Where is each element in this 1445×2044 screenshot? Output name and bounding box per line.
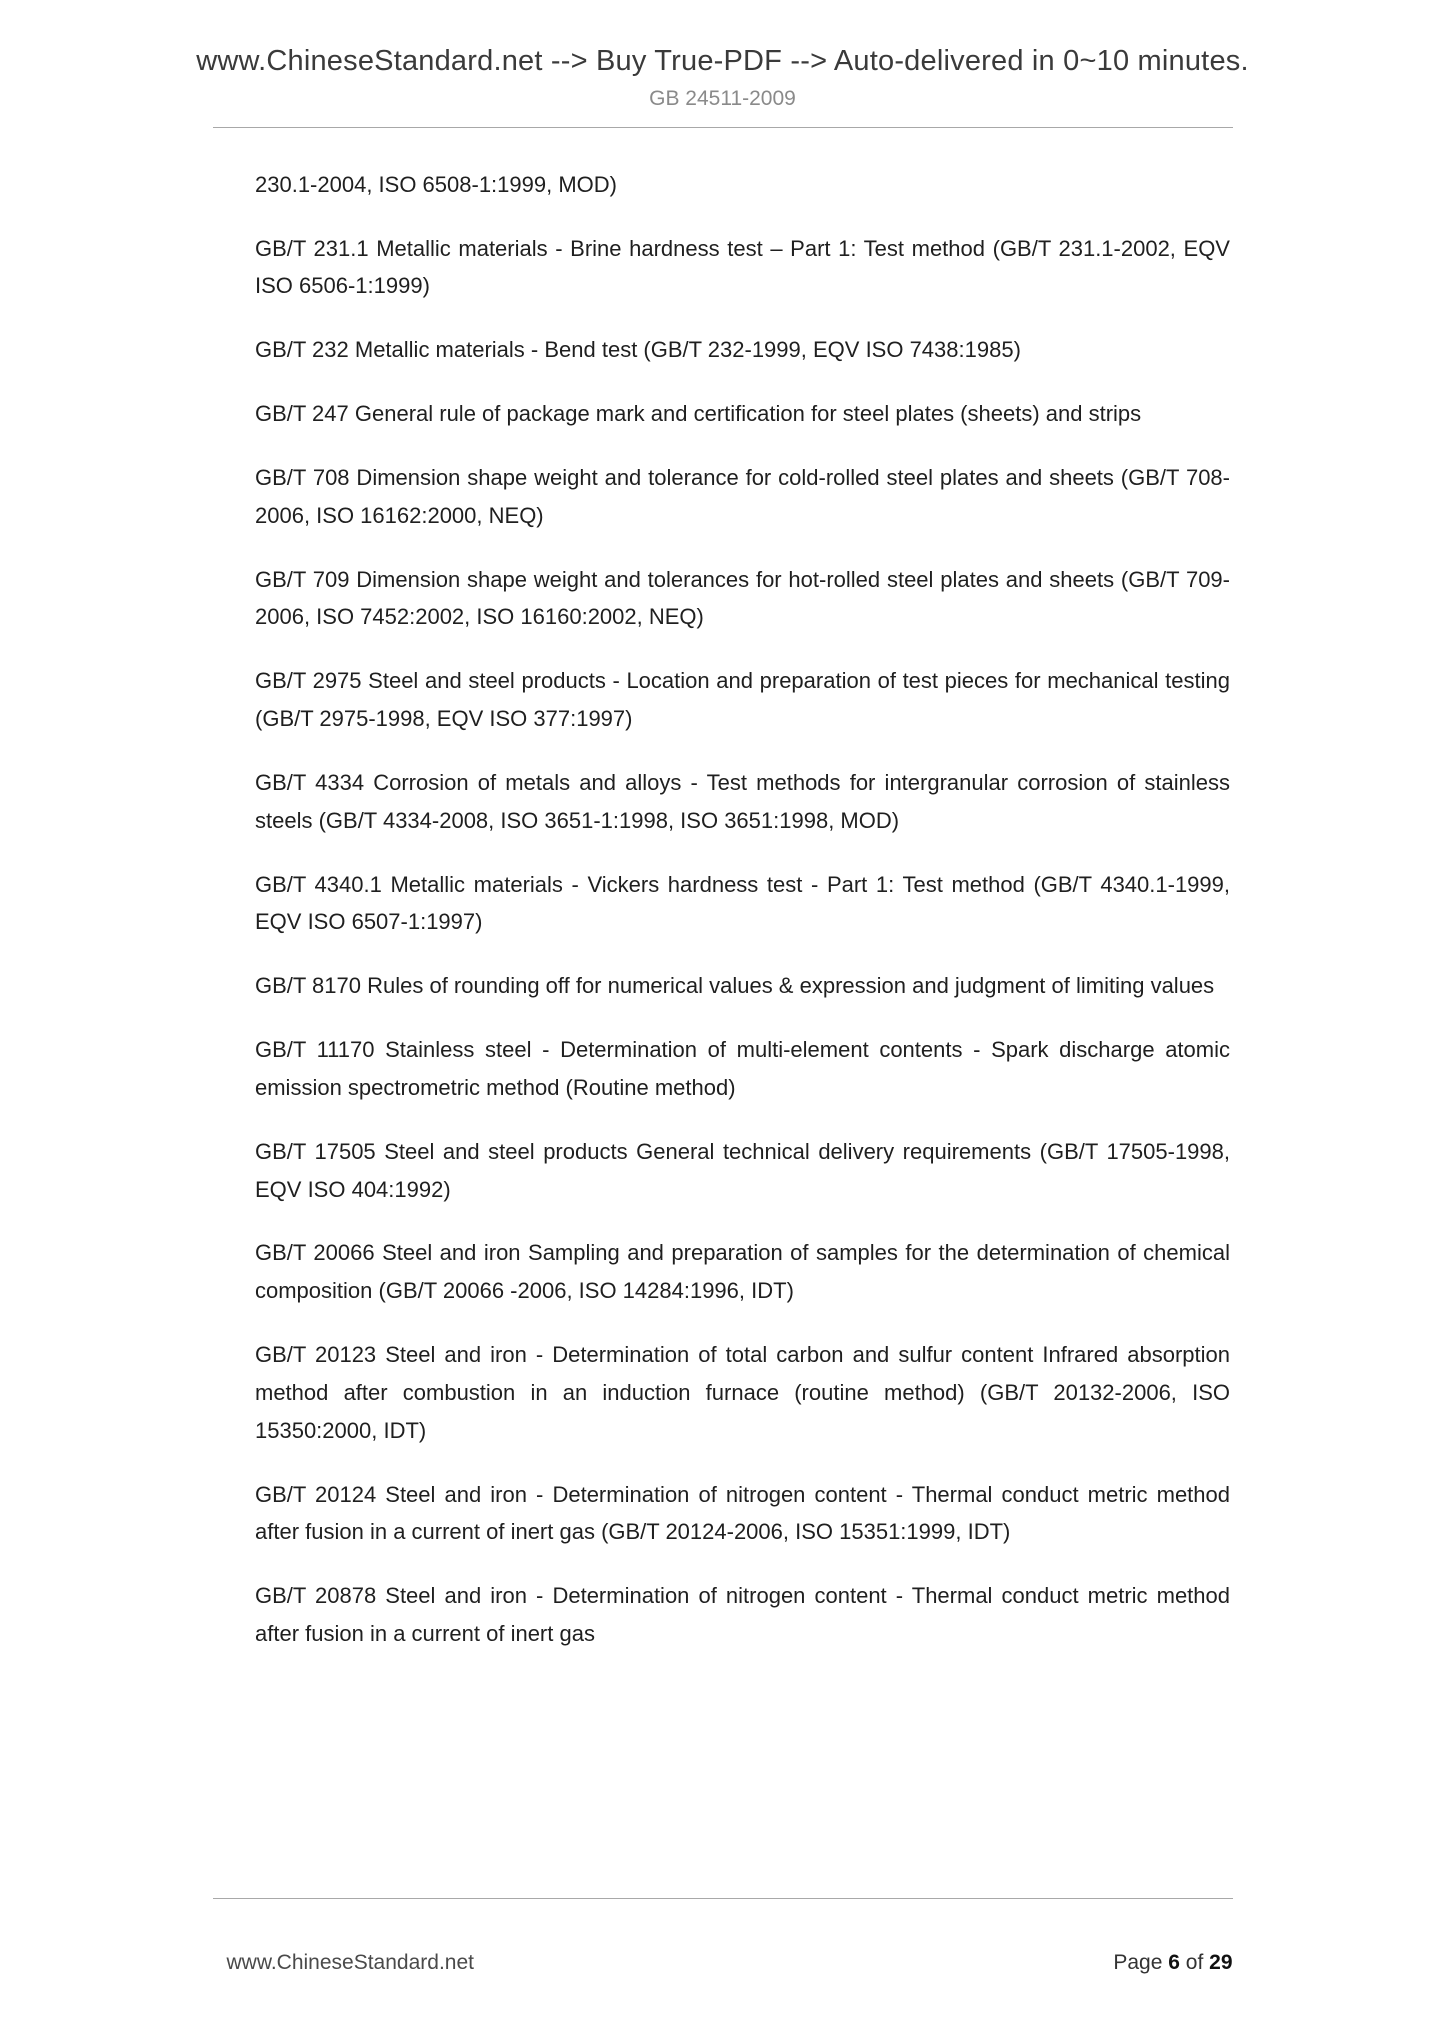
reference-paragraph: GB/T 231.1 Metallic materials - Brine hardness test – Part 1: Test method (GB/T 231.1-2002, EQV ISO 6506-1:1999) — [255, 235, 1230, 299]
reference-paragraph: GB/T 2975 Steel and steel products - Location and preparation of test pieces for mechanical testing (GB/T 2975-1998, EQV ISO 377:1997) — [255, 668, 1230, 732]
reference-paragraph: GB/T 4334 Corrosion of metals and alloys - Test methods for intergranular corrosion of stainless steels (GB/T 4334-2008, ISO 3651-1:1998, ISO 3651:1998, MOD) — [255, 769, 1230, 833]
page-label-separator: of — [1179, 1951, 1210, 1974]
reference-paragraph: GB/T 20124 Steel and iron - Determination of nitrogen content - Thermal conduct metric method after fusion in a current of inert gas (GB/T 20124-2006, ISO 15351:1999, IDT) — [255, 1481, 1230, 1545]
reference-paragraph: GB/T 232 Metallic materials - Bend test (GB/T 232-1999, EQV ISO 7438:1985) — [255, 337, 1021, 363]
reference-paragraph: GB/T 708 Dimension shape weight and tolerance for cold-rolled steel plates and sheets (GB/T 708-2006, ISO 16162:2000, NEQ) — [255, 464, 1230, 528]
reference-paragraph: 230.1-2004, ISO 6508-1:1999, MOD) — [255, 171, 617, 197]
footer-row — [213, 1951, 1233, 1975]
reference-paragraph: GB/T 20066 Steel and iron Sampling and preparation of samples for the determination of chemical composition (GB/T 20066 -2006, ISO 14284:1996, IDT) — [255, 1240, 1230, 1304]
header-divider — [213, 127, 1233, 128]
page-indicator — [1113, 1951, 1232, 1975]
header-site-link[interactable]: www.ChineseStandard.net --> Buy True-PDF --> Auto-delivered in 0~10 minutes. — [196, 45, 1249, 77]
reference-paragraph: GB/T 8170 Rules of rounding off for numerical values & expression and judgment of limiting values — [255, 973, 1215, 999]
reference-paragraph: GB/T 20123 Steel and iron - Determination of total carbon and sulfur content Infrared absorption method after combustion in an induction furnace (routine method) (GB/T 20132-2006, ISO 15350:2000, IDT) — [255, 1342, 1230, 1443]
page-footer — [0, 1898, 1445, 1975]
reference-paragraph: GB/T 4340.1 Metallic materials - Vickers hardness test - Part 1: Test method (GB/T 4340.1-1999, EQV ISO 6507-1:1997) — [255, 871, 1230, 935]
page-number: 6 — [1168, 1951, 1180, 1974]
reference-paragraph: GB/T 20878 Steel and iron - Determination of nitrogen content - Thermal conduct metric method after fusion in a current of inert gas — [255, 1583, 1230, 1646]
doc-number: GB 24511-2009 — [649, 86, 796, 110]
page-total: 29 — [1209, 1951, 1233, 1974]
reference-paragraph: GB/T 17505 Steel and steel products General technical delivery requirements (GB/T 17505-1998, EQV ISO 404:1992) — [255, 1138, 1230, 1202]
reference-paragraph: GB/T 709 Dimension shape weight and tolerances for hot-rolled steel plates and sheets (GB/T 709-2006, ISO 7452:2002, ISO 16160:2002, NEQ) — [255, 566, 1230, 630]
page-label-prefix: Page — [1113, 1951, 1169, 1974]
references-list — [255, 166, 1230, 1653]
footer-divider — [213, 1898, 1233, 1899]
page-header — [0, 0, 1445, 111]
reference-paragraph: GB/T 247 General rule of package mark and certification for steel plates (sheets) and strips — [255, 401, 1142, 427]
reference-paragraph: GB/T 11170 Stainless steel - Determination of multi-element contents - Spark discharge atomic emission spectrometric method (Routine method) — [255, 1037, 1230, 1100]
footer-site-link[interactable]: www.ChineseStandard.net — [226, 1951, 474, 1974]
